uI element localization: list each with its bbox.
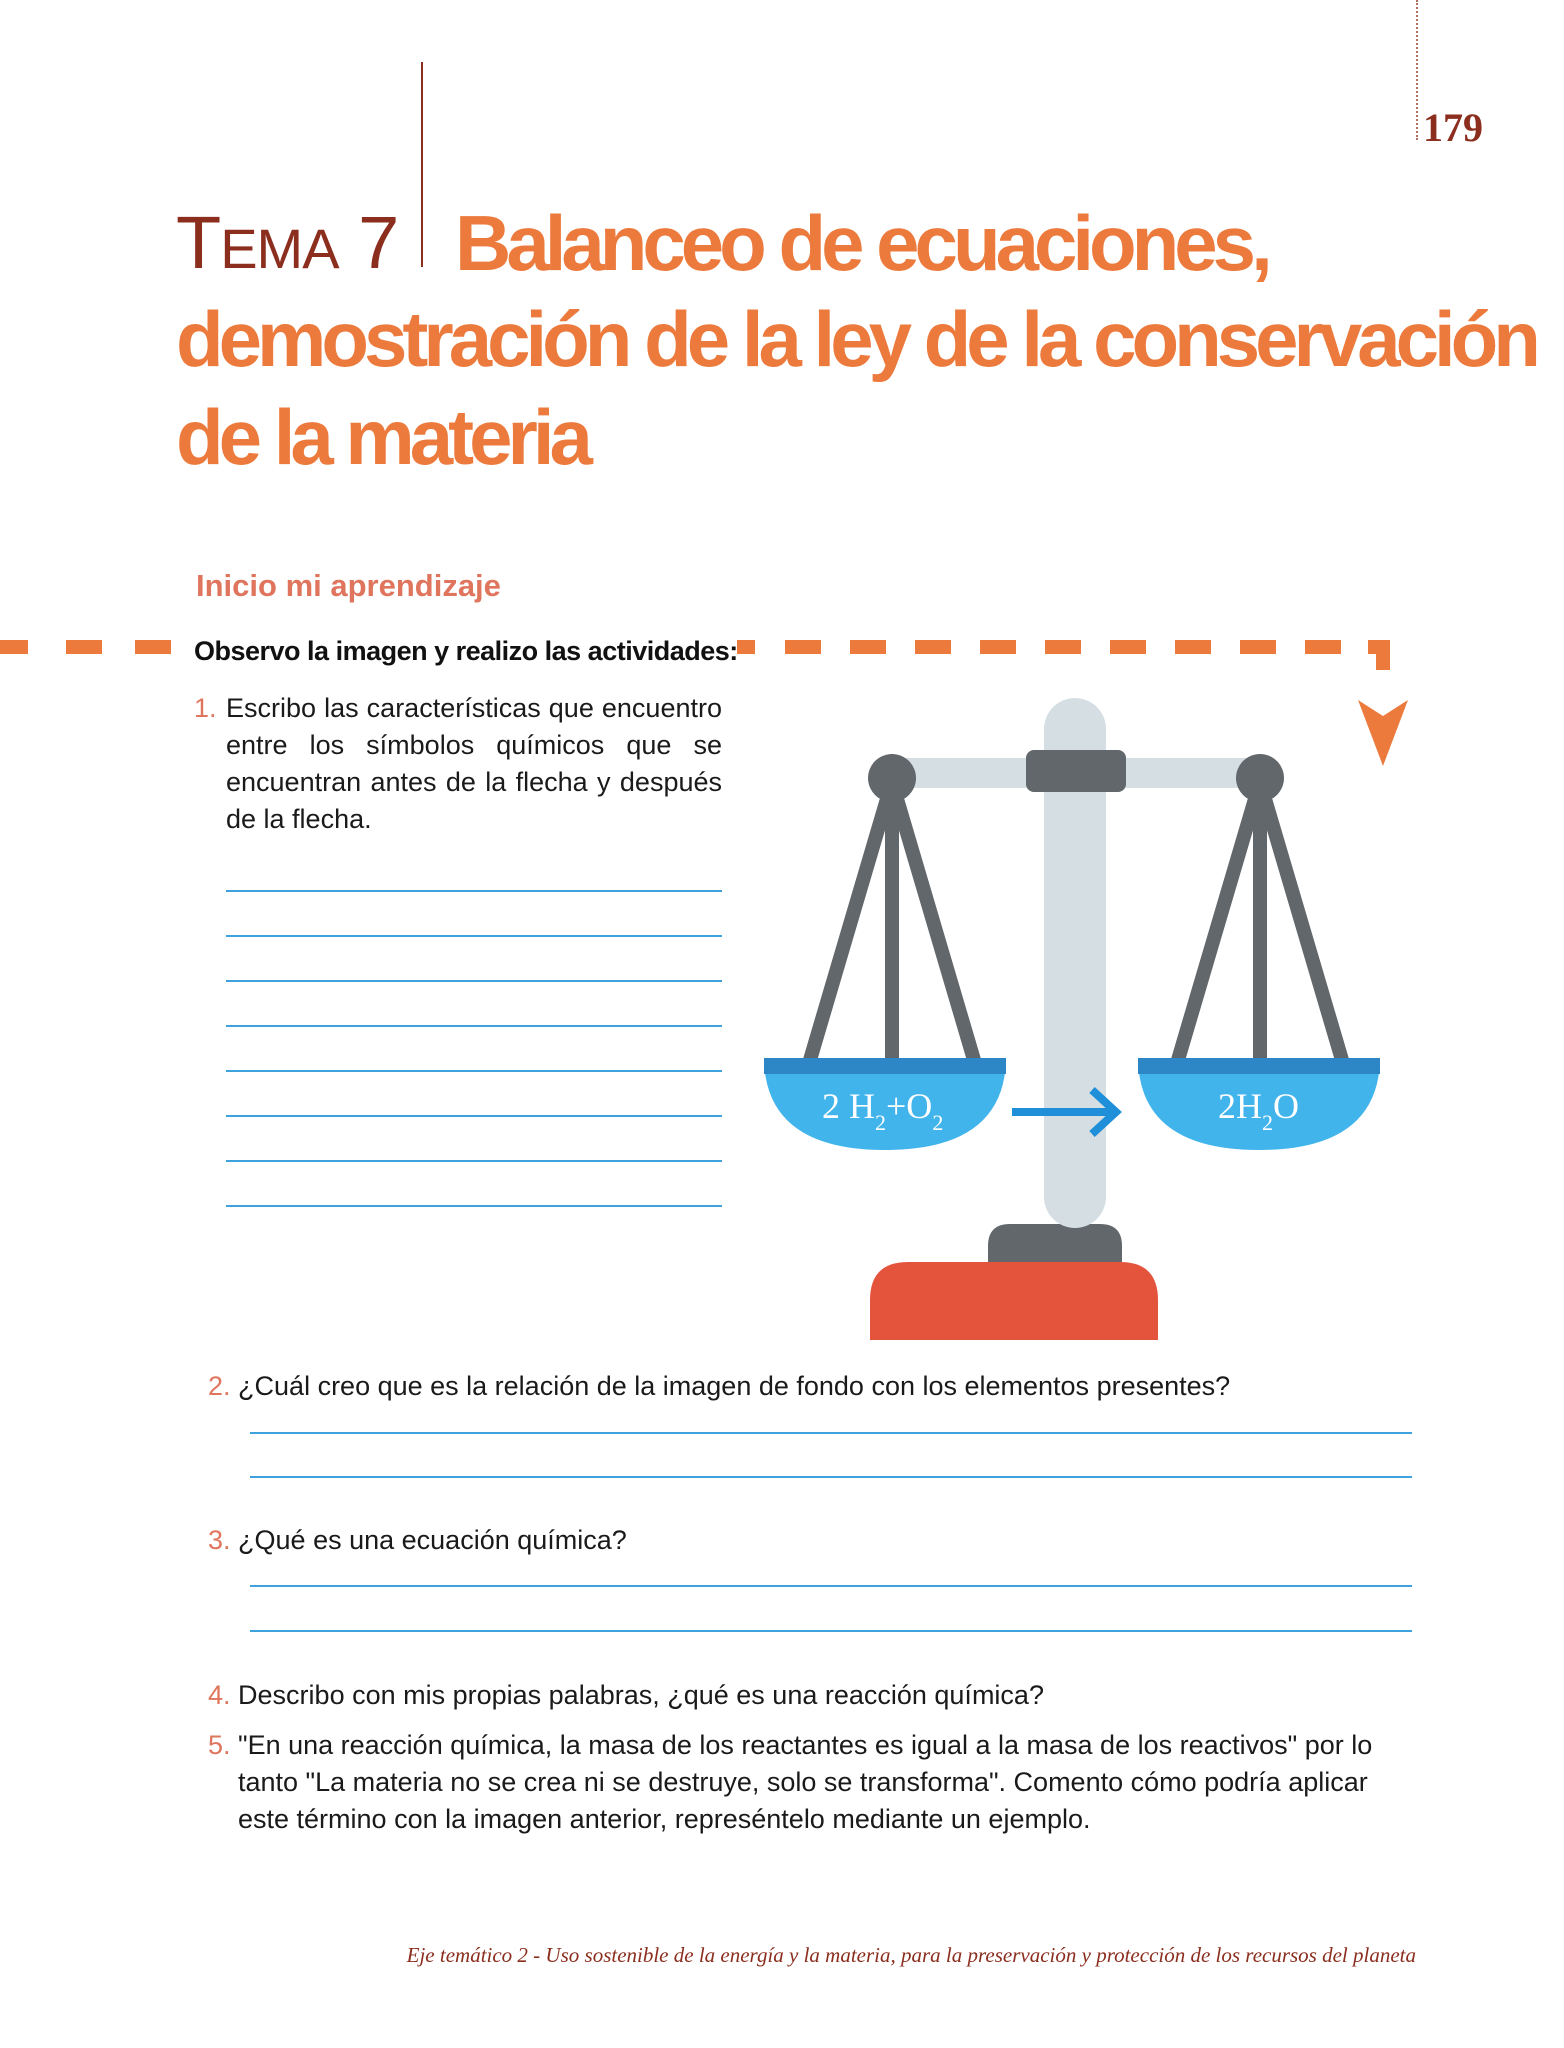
topic-label-rest: EMA: [220, 217, 339, 280]
answer-line[interactable]: [250, 1476, 1412, 1478]
right-pan-formula: $2H_2O$: [1218, 1086, 1299, 1135]
question-2: [208, 1368, 1230, 1405]
answer-line[interactable]: [226, 935, 722, 937]
question-4-number: 4.: [208, 1680, 231, 1710]
right-pan: [1138, 1058, 1380, 1150]
answer-line[interactable]: [226, 890, 722, 892]
scale-foot: [988, 1224, 1122, 1262]
page-title-line-3: de la materia: [176, 393, 588, 481]
question-3-number: 3.: [208, 1525, 231, 1555]
question-3-text: ¿Qué es una ecuación química?: [238, 1525, 627, 1555]
question-1-number: 1.: [194, 693, 217, 723]
question-1: [194, 690, 722, 838]
topic-label-initial: T: [176, 201, 221, 284]
question-3: [208, 1522, 627, 1559]
question-5-number: 5.: [208, 1730, 231, 1760]
title-divider: [421, 62, 423, 267]
page-title-line-2: demostración de la ley de la conservación: [176, 295, 1536, 383]
page-title-line-1: Balanceo de ecuaciones,: [455, 199, 1268, 287]
question-5: [208, 1727, 1418, 1838]
topic-number: 7: [358, 201, 399, 284]
page-footer: Eje temático 2 - Uso sostenible de la energía y la materia, para la preservación y protección de los recursos del planeta: [406, 1943, 1416, 1967]
answer-line[interactable]: [226, 1025, 722, 1027]
right-hanger: [1178, 754, 1342, 1060]
answer-line[interactable]: [226, 1160, 722, 1162]
instructions: Observo la imagen y realizo las actividades:: [194, 636, 738, 666]
question-4-text: Describo con mis propias palabras, ¿qué es una reacción química?: [238, 1680, 1044, 1710]
answer-line[interactable]: [250, 1432, 1412, 1434]
topic-label: [176, 200, 398, 285]
page-number-rule: [1416, 0, 1418, 140]
left-pan: [764, 1058, 1006, 1150]
scale-base: [870, 1262, 1158, 1340]
answer-line[interactable]: [226, 980, 722, 982]
section-heading: Inicio mi aprendizaje: [196, 568, 501, 603]
left-pan-formula: 2 $H_2+O_2$: [822, 1086, 944, 1135]
question-4: [208, 1677, 1044, 1714]
balance-scale-illustration: [740, 690, 1430, 1340]
answer-line[interactable]: [250, 1585, 1412, 1587]
page-number: 179: [1423, 105, 1483, 150]
question-5-text: "En una reacción química, la masa de los reactantes es igual a la masa de los reactivos" por lo tanto "La materia no se crea ni se destruye, solo se transforma". Comento cómo podría aplicar este término con la imagen anterior, represéntelo mediante un ejemplo.: [238, 1730, 1373, 1834]
answer-line[interactable]: [250, 1630, 1412, 1632]
question-2-number: 2.: [208, 1371, 231, 1401]
question-1-text: Escribo las características que encuentro entre los símbolos químicos que se encuentran antes de la flecha y después de la flecha.: [226, 693, 722, 834]
answer-line[interactable]: [226, 1205, 722, 1207]
answer-line[interactable]: [226, 1070, 722, 1072]
question-2-text: ¿Cuál creo que es la relación de la imagen de fondo con los elementos presentes?: [238, 1371, 1231, 1401]
left-hanger: [810, 754, 974, 1060]
scale-collar: [1026, 750, 1126, 792]
answer-line[interactable]: [226, 1115, 722, 1117]
